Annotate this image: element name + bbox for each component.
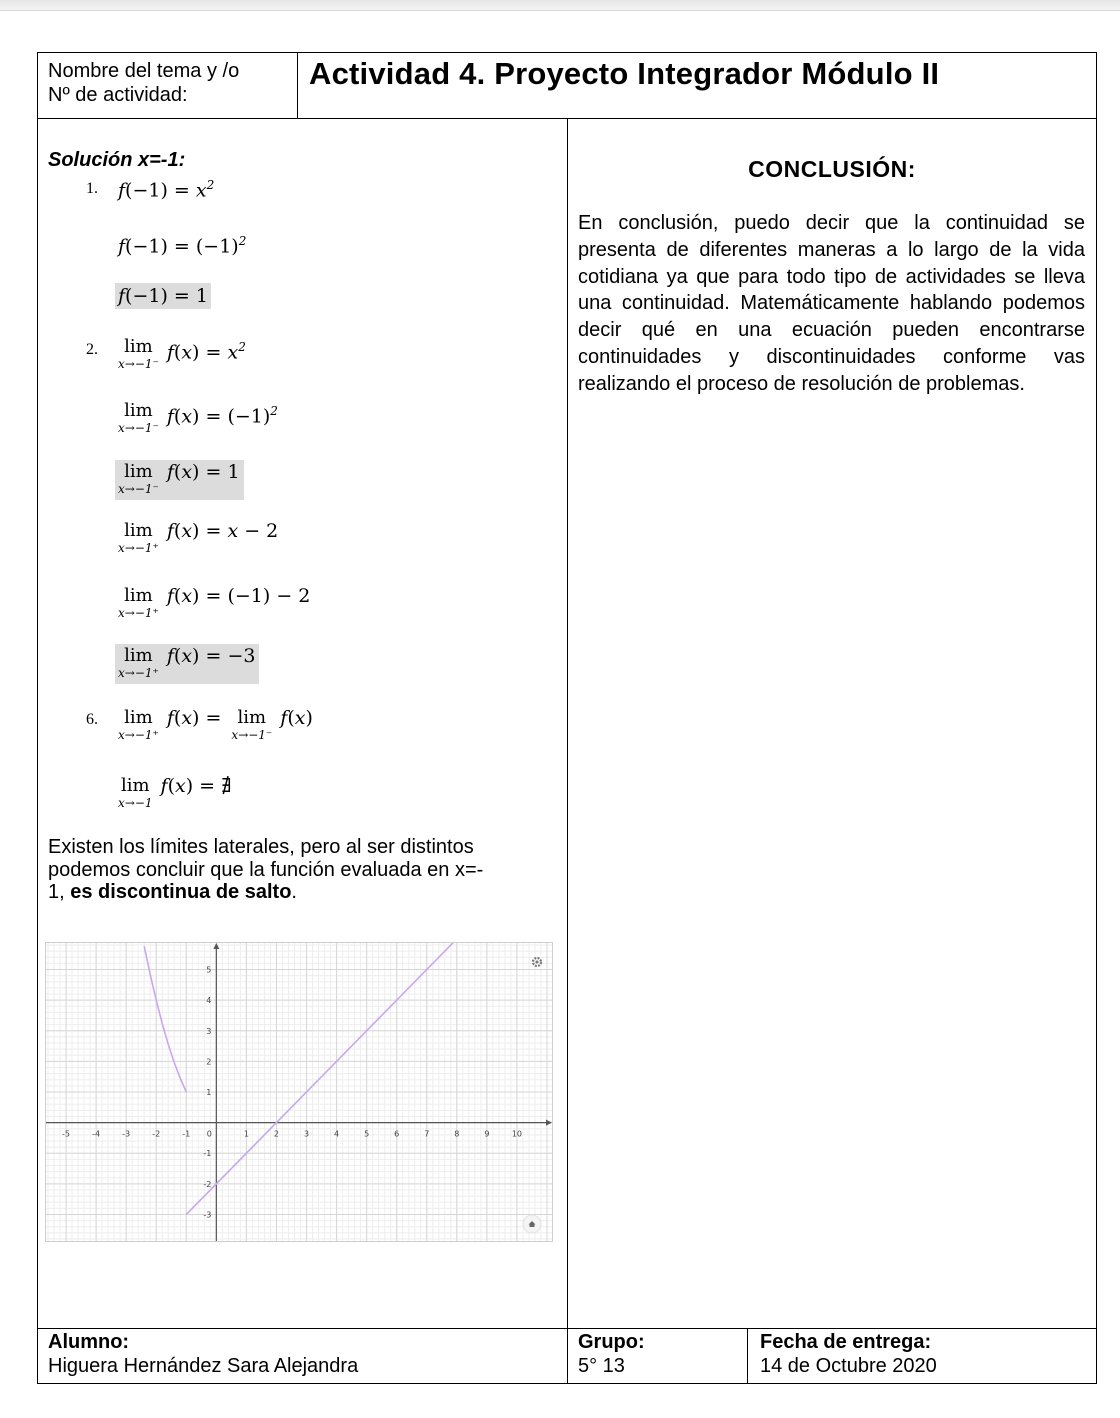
y-tick-label: 2 xyxy=(206,1057,212,1067)
x-tick-label: 0 xyxy=(206,1129,212,1139)
x-tick-label: -3 xyxy=(122,1129,131,1139)
conclusion-text: En conclusión, puedo decir que la continuidad se presenta de diferentes maneras a lo largo de la vida cotidiana ya que para todo tipo de actividades se lleva una continuidad. Matemáticamente hablando podemos decir qué en una ecuación pueden encontrarse continuidades y discontinuidades conforme vas realizando el proceso de resolución de problemas. xyxy=(578,212,1085,395)
window-top-bar xyxy=(0,0,1120,11)
x-tick-label: -2 xyxy=(152,1129,161,1139)
y-tick-label: -3 xyxy=(203,1210,212,1220)
x-tick-label: 9 xyxy=(484,1129,490,1139)
topic-label-line1: Nombre del tema y /o xyxy=(48,60,240,82)
grupo-value: 5° 13 xyxy=(578,1355,625,1377)
x-tick-label: 10 xyxy=(511,1129,523,1139)
y-tick-label: 1 xyxy=(206,1088,212,1097)
fecha-label: Fecha de entrega: xyxy=(760,1331,932,1353)
activity-title: Actividad 4. Proyecto Integrador Módulo II xyxy=(309,56,940,91)
topic-label-line2: Nº de actividad: xyxy=(48,84,188,106)
step-marker: 2. xyxy=(86,341,98,358)
y-tick-label: 5 xyxy=(206,965,212,975)
body-column-divider xyxy=(567,118,568,1384)
fecha-value: 14 de Octubre 2020 xyxy=(760,1355,937,1377)
x-tick-label: 7 xyxy=(424,1129,430,1139)
footer-column-divider xyxy=(747,1328,748,1384)
math-line-highlighted: lim x→−1⁺ f(x) = −3 xyxy=(118,644,259,684)
solution-heading: Solución x=-1: xyxy=(48,149,186,171)
discontinuity-paragraph: Existen los límites laterales, pero al ser distintos podemos concluir que la función evaluada en x=- 1, es discontinua de salto. xyxy=(48,836,484,903)
alumno-label: Alumno: xyxy=(48,1331,130,1353)
x-tick-label: 3 xyxy=(303,1129,310,1139)
y-tick-label: 3 xyxy=(206,1026,212,1036)
math-line: lim x→−1⁻ $f(x) = (-1)^2$ xyxy=(118,400,278,435)
function-graph[interactable] xyxy=(45,942,553,1242)
x-tick-label: -5 xyxy=(62,1129,71,1139)
x-tick-label: -4 xyxy=(92,1129,101,1139)
x-tick-label: 2 xyxy=(273,1129,280,1139)
y-tick-label: -1 xyxy=(203,1149,212,1159)
math-line: lim x→−1⁺ f(x) = lim x→−1⁻ f(x) xyxy=(118,707,313,742)
math-line: lim x→−1⁺ f(x) = x − 2 xyxy=(118,520,279,555)
math-line: lim x→−1 f(x) = ∄ xyxy=(118,775,232,810)
x-tick-label: 1 xyxy=(243,1129,249,1139)
x-tick-label: 4 xyxy=(334,1129,340,1139)
y-tick-label: 4 xyxy=(206,996,212,1006)
x-tick-label: 8 xyxy=(454,1129,460,1139)
step-marker: 6. xyxy=(86,711,98,728)
math-line: lim x→−1⁻ $f(x) = x^2$ xyxy=(118,336,246,371)
math-line: $f(-1) = (-1)^2$ xyxy=(118,234,247,258)
math-line: $f(-1) = x^2$ xyxy=(118,178,215,202)
conclusion-title: CONCLUSIÓN: xyxy=(748,156,916,182)
header-column-divider xyxy=(297,52,298,119)
step-marker: 1. xyxy=(86,180,98,197)
x-tick-label: -1 xyxy=(182,1129,191,1139)
y-tick-label: -2 xyxy=(203,1179,212,1189)
x-tick-label: 6 xyxy=(394,1129,400,1139)
math-line: lim x→−1⁺ f(x) = (−1) − 2 xyxy=(118,585,311,620)
footer-divider xyxy=(37,1328,1097,1329)
home-icon[interactable] xyxy=(523,1215,541,1233)
x-tick-label: 5 xyxy=(364,1129,370,1139)
grupo-label: Grupo: xyxy=(578,1331,645,1353)
alumno-value: Higuera Hernández Sara Alejandra xyxy=(48,1355,359,1377)
math-line-highlighted: f(−1) = 1 xyxy=(118,285,211,307)
math-line-highlighted: lim x→−1⁻ f(x) = 1 xyxy=(118,460,244,500)
